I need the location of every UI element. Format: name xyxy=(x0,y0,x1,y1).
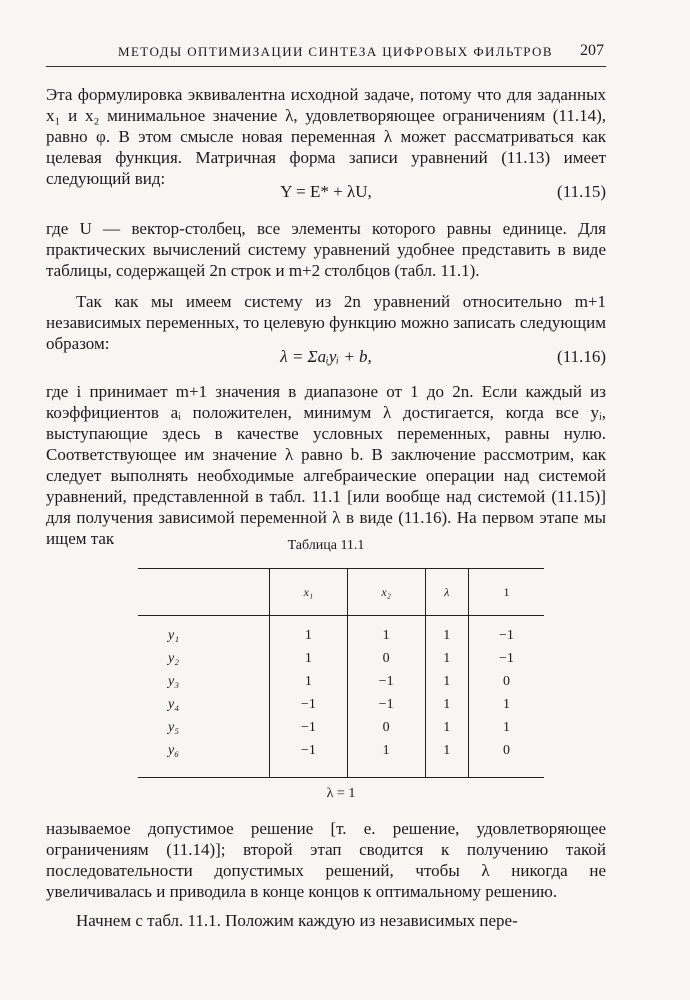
running-title: МЕТОДЫ ОПТИМИЗАЦИИ СИНТЕЗА ЦИФРОВЫХ ФИЛЬТРОВ xyxy=(118,44,553,59)
table-cell: 1 xyxy=(468,716,544,739)
row-label: y₅ xyxy=(168,719,180,735)
table-cell: −1 xyxy=(270,716,348,739)
table-cell: 1 xyxy=(347,739,425,778)
table-cell: 1 xyxy=(347,616,425,648)
equation-formula: λ = Σaᵢyᵢ + b, xyxy=(280,347,372,366)
table-caption: Таблица 11.1 xyxy=(287,538,365,553)
table-cell: 0 xyxy=(468,670,544,693)
table-cell: −1 xyxy=(270,739,348,778)
table-row xyxy=(138,670,544,693)
row-label: y₂ xyxy=(168,650,180,666)
table-cell: 0 xyxy=(347,647,425,670)
table-footer: λ = 1 xyxy=(138,778,544,811)
paragraph-6: Начнем с табл. 11.1. Положим каждую из независимых пере- xyxy=(76,911,518,930)
column-header: 1 xyxy=(468,569,544,616)
table-row xyxy=(138,693,544,716)
table-row xyxy=(138,647,544,670)
table-cell: 1 xyxy=(270,670,348,693)
paragraph-5: называемое допустимое решение [т. е. решение, удовлетворяющее ограничениям (11.14)]; второй этап сводится к получению такой последовательности допустимых решений, чтобы λ никогда не увеличивалась и приводила в конце концов к оптимальному решению. xyxy=(46,819,606,901)
table-cell: 1 xyxy=(425,647,468,670)
column-header: λ xyxy=(425,569,468,616)
table-cell: 1 xyxy=(270,616,348,648)
table-row xyxy=(138,616,544,648)
column-header: x₂ xyxy=(347,569,425,616)
row-label: y₄ xyxy=(168,696,180,712)
table-cell: 1 xyxy=(425,693,468,716)
row-label: y₃ xyxy=(168,673,180,689)
table-cell: 1 xyxy=(468,693,544,716)
table-cell: 1 xyxy=(270,647,348,670)
table-cell: 1 xyxy=(425,670,468,693)
table-cell: −1 xyxy=(468,616,544,648)
column-header: x₁ xyxy=(270,569,348,616)
table-cell: −1 xyxy=(347,670,425,693)
table-cell: 1 xyxy=(425,739,468,778)
equation-11-16 xyxy=(46,347,606,369)
table-header-row xyxy=(138,569,544,616)
row-label: y₁ xyxy=(168,627,180,643)
header-corner xyxy=(138,569,270,616)
table-cell: −1 xyxy=(270,693,348,716)
table-cell: 0 xyxy=(347,716,425,739)
table-row xyxy=(138,716,544,739)
table-cell: 1 xyxy=(425,716,468,739)
table-cell: −1 xyxy=(468,647,544,670)
equation-number: (11.15) xyxy=(557,182,606,201)
table-cell: −1 xyxy=(347,693,425,716)
paragraph-3: Так как мы имеем систему из 2n уравнений относительно m+1 независимых переменных, то целевую функцию можно записать следующим образом: xyxy=(46,292,606,353)
equation-11-15 xyxy=(46,182,606,204)
table-11-1 xyxy=(138,568,544,810)
table-footer-row xyxy=(138,778,544,811)
table-row xyxy=(138,739,544,778)
running-header xyxy=(46,40,606,67)
paragraph-1: Эта формулировка эквивалентна исходной задаче, потому что для заданных x₁ и x₂ минимальное значение λ, удовлетворяющее ограничениям (11.14), равно φ. В этом смысле новая переменная λ может рассматриваться как целевая функция. Матричная форма записи уравнений (11.13) имеет следующий вид: xyxy=(46,85,606,188)
table-cell: 1 xyxy=(425,616,468,648)
page-number: 207 xyxy=(580,42,604,59)
paragraph-4: где i принимает m+1 значения в диапазоне от 1 до 2n. Если каждый из коэффициентов aᵢ положителен, минимум λ достигается, когда все yᵢ, выступающие здесь в качестве условных переменных, равны нулю. Соответствующее им значение λ равно b. В заключение рассмотрим, как следует выполнять необходимые алгебраические операции над системой уравнений, представленной в табл. 11.1 [или вообще над системой (11.15)] для получения зависимой переменной λ в виде (11.16). На первом этапе мы ищем так xyxy=(46,382,606,548)
table-cell: 0 xyxy=(468,739,544,778)
paragraph-2: где U — вектор-столбец, все элементы которого равны единице. Для практических вычислений систему уравнений удобнее представить в виде таблицы, содержащей 2n строк и m+2 столбцов (табл. 11.1). xyxy=(46,219,606,280)
equation-formula: Y = E* + λU, xyxy=(280,182,372,201)
row-label: y₆ xyxy=(168,742,180,758)
equation-number: (11.16) xyxy=(557,347,606,366)
